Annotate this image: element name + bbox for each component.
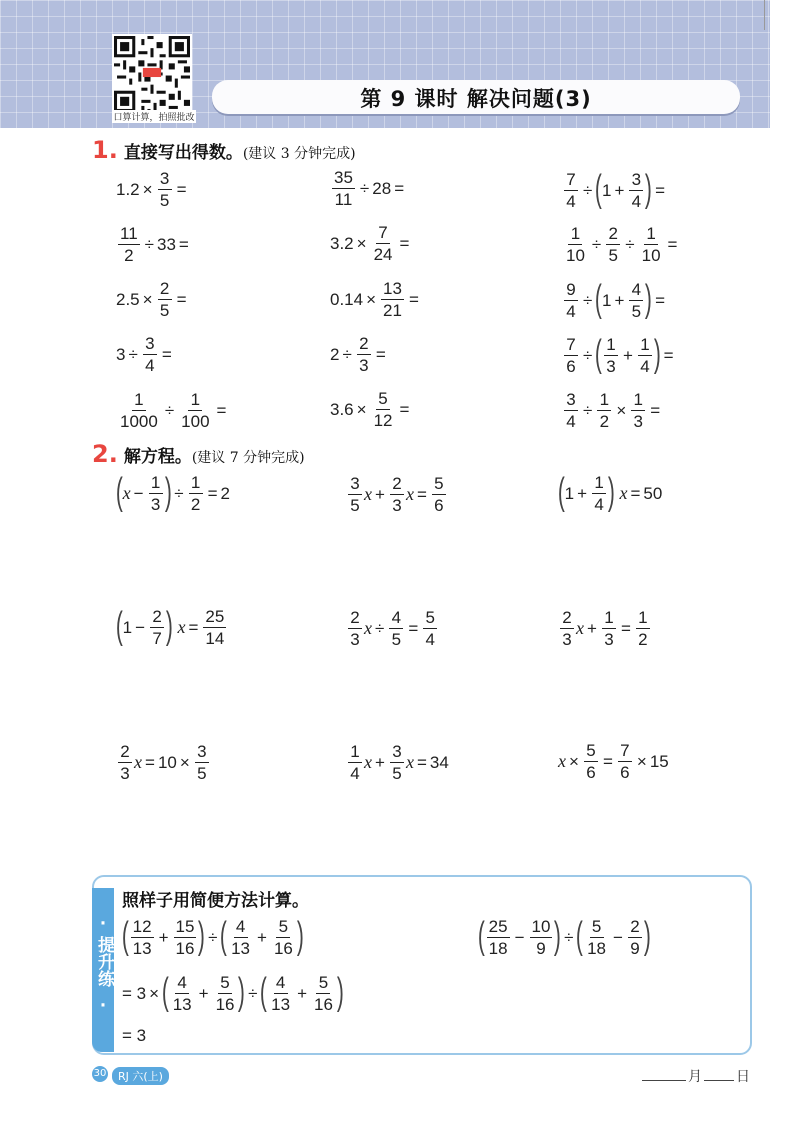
section-1-title: 直接写出得数。 — [123, 143, 243, 163]
equation-1: ( x − $\frac{1}{3}$ ) ÷ $\frac{1}{2}$ = 2 — [115, 470, 230, 514]
equation-6: 2 3 x + $\frac{1}{3}$ = $\frac{1}{2}$ — [558, 608, 652, 648]
page-number: 30 — [92, 1066, 108, 1082]
section-1-number: 1. — [92, 136, 118, 164]
problem-1-11: 2 ÷ $\frac{2}{3}$ = — [330, 334, 386, 375]
equation-7: 2 3 x = 10 × $\frac{3}{5}$ — [116, 742, 211, 782]
month-label: 月 — [688, 1069, 702, 1085]
equation-8: 1 4 x + $\frac{3}{5}$ x = 34 — [346, 742, 449, 782]
day-label: 日 — [736, 1069, 750, 1085]
problem-1-5: 3.2 × $\frac{7}{24}$ = — [330, 223, 410, 264]
page-edge-line — [764, 0, 765, 30]
section-1-note: (建议 3 分钟完成) — [242, 146, 356, 162]
problem-1-3: $\frac{7}{4}$ ÷ ( 1 + $\frac{3}{4}$ ) = — [562, 170, 668, 210]
equation-5: 2 3 x ÷ $\frac{4}{5}$ = $\frac{5}{4}$ — [346, 608, 439, 648]
boost-example-line-3: = 3 — [122, 1026, 147, 1045]
boost-tab-label: · 提升练 · — [94, 914, 114, 1016]
problem-1-13: $\frac{1}{1000}$ ÷ $\frac{1}{100}$ = — [120, 390, 227, 431]
date-field — [640, 1066, 750, 1086]
boost-example-line-2: = 3 × ( 4 13 + $\frac{5}{16}$ ) ÷ ( 4 13 + $\frac{5}{16}$ ) — [122, 970, 344, 1014]
boost-example-line-1: ( 12 13 + $\frac{15}{16}$ ) ÷ ( 4 13 + $\frac{5}{16}$ ) — [121, 914, 304, 958]
boost-practice-tab — [92, 888, 114, 1052]
equation-2: 3 5 x + $\frac{2}{3}$ x = $\frac{5}{6}$ — [346, 474, 448, 514]
problem-1-1: 1.2 × $\frac{3}{5}$ = — [116, 169, 187, 210]
problem-1-7: 2.5 × $\frac{2}{5}$ = — [116, 279, 187, 320]
lesson-title-bar — [212, 80, 740, 114]
problem-1-10: 3 ÷ $\frac{3}{4}$ = — [116, 334, 172, 375]
lesson-title: 第 9 课时 解决问题(3) — [360, 87, 592, 111]
section-1-heading — [92, 136, 356, 164]
problem-1-14: 3.6 × $\frac{5}{12}$ = — [330, 389, 410, 430]
problem-1-8: 0.14 × $\frac{13}{21}$ = — [330, 279, 419, 320]
boost-title: 照样子用简便方法计算。 — [122, 891, 309, 911]
section-2-note: (建议 7 分钟完成) — [191, 450, 305, 466]
problem-1-6: $\frac{1}{10}$ ÷ $\frac{2}{5}$ ÷ $\frac{1}{10}$ = — [566, 224, 678, 265]
equation-4: ( 1 − $\frac{2}{7}$ ) x = $\frac{25}{14}$ — [115, 604, 225, 648]
qr-caption: 口算计算，拍照批改 — [112, 110, 196, 123]
problem-1-4: $\frac{11}{2}$ ÷ 33 = — [120, 224, 189, 265]
problem-1-9: $\frac{9}{4}$ ÷ ( 1 + $\frac{4}{5}$ ) = — [562, 280, 668, 320]
equation-9: x × $\frac{5}{6}$ = $\frac{7}{6}$ × 15 — [558, 741, 669, 782]
problem-1-15: $\frac{3}{4}$ ÷ $\frac{1}{2}$ × $\frac{1}{3}$ = — [562, 390, 663, 430]
section-2-heading — [92, 440, 305, 468]
section-2-title: 解方程。 — [123, 447, 192, 467]
qr-code-icon[interactable] — [112, 34, 192, 114]
section-2-number: 2. — [92, 440, 118, 468]
book-label: RJ 六(上) — [112, 1067, 169, 1085]
boost-problem: ( 25 18 − $\frac{10}{9}$ ) ÷ ( 5 18 − $\frac{2}{9}$ ) — [477, 914, 651, 958]
problem-1-2: $\frac{35}{11}$ ÷ 28 = — [334, 168, 405, 209]
problem-1-12: $\frac{7}{6}$ ÷ ( 1 3 + $\frac{1}{4}$ ) = — [562, 335, 677, 375]
equation-3: ( 1 + $\frac{1}{4}$ ) x = 50 — [557, 470, 663, 514]
